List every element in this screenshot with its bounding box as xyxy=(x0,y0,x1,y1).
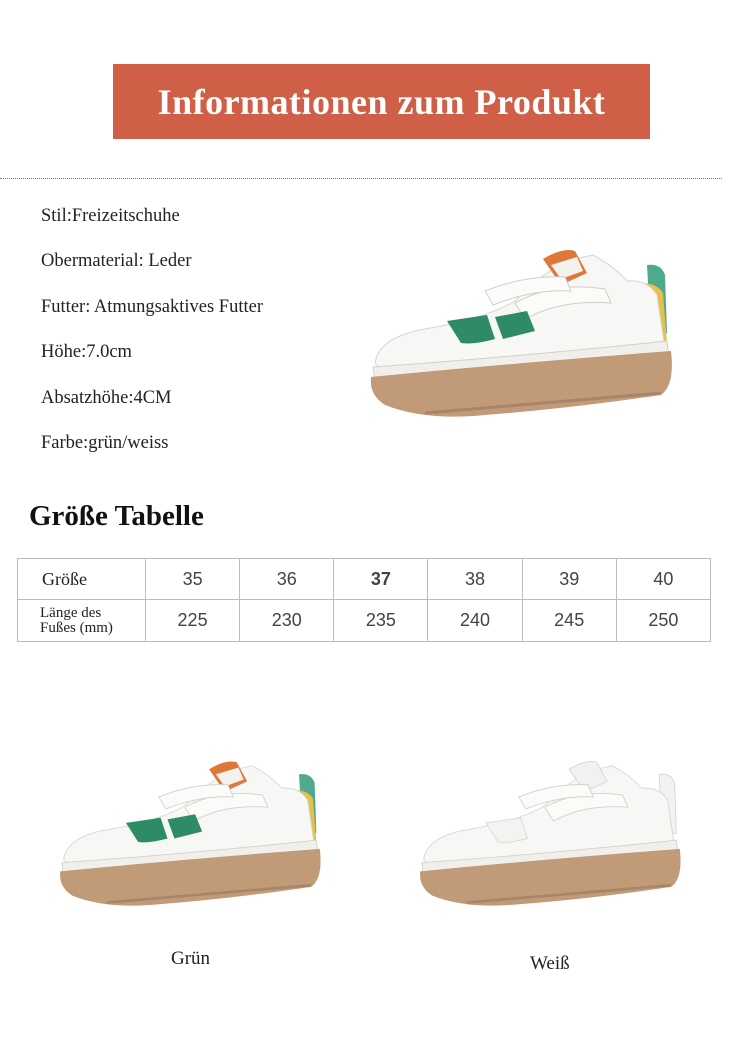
length-cell: 235 xyxy=(334,600,428,642)
variant-label-green: Grün xyxy=(171,948,211,969)
spec-color: Farbe:grün/weiss xyxy=(41,432,169,453)
size-table xyxy=(17,558,711,642)
spec-style: Stil:Freizeitschuhe xyxy=(41,206,180,226)
length-row-label xyxy=(18,600,146,642)
length-label-line1: Länge des xyxy=(40,604,102,621)
product-info-banner: Informationen zum Produkt xyxy=(113,64,650,139)
size-cell: 40 xyxy=(616,559,710,600)
size-row xyxy=(18,559,711,600)
length-row xyxy=(18,600,711,642)
size-cell: 38 xyxy=(428,559,522,600)
size-cell: 36 xyxy=(240,559,334,600)
length-cell: 225 xyxy=(146,600,240,642)
length-cell: 240 xyxy=(428,600,522,642)
sneaker-green-variant-image[interactable] xyxy=(55,755,325,915)
size-cell: 39 xyxy=(522,559,616,600)
length-label-line2: Fußes (mm) xyxy=(40,619,113,636)
dotted-divider xyxy=(0,178,722,179)
sneaker-white-variant-image[interactable] xyxy=(415,755,685,915)
variant-label-white: Weiß xyxy=(530,953,570,974)
size-row-label: Größe xyxy=(18,559,146,600)
length-cell: 250 xyxy=(616,600,710,642)
sneaker-green-main-image xyxy=(365,245,677,425)
spec-upper-material: Obermaterial: Leder xyxy=(41,251,192,272)
length-cell: 245 xyxy=(522,600,616,642)
spec-list xyxy=(41,204,263,476)
size-table-title: Größe Tabelle xyxy=(29,500,204,532)
spec-height: Höhe:7.0cm xyxy=(41,342,132,363)
size-cell: 35 xyxy=(146,559,240,600)
size-cell: 37 xyxy=(334,559,428,600)
length-cell: 230 xyxy=(240,600,334,642)
spec-lining: Futter: Atmungsaktives Futter xyxy=(41,296,263,317)
spec-heel-height: Absatzhöhe:4CM xyxy=(41,387,172,408)
